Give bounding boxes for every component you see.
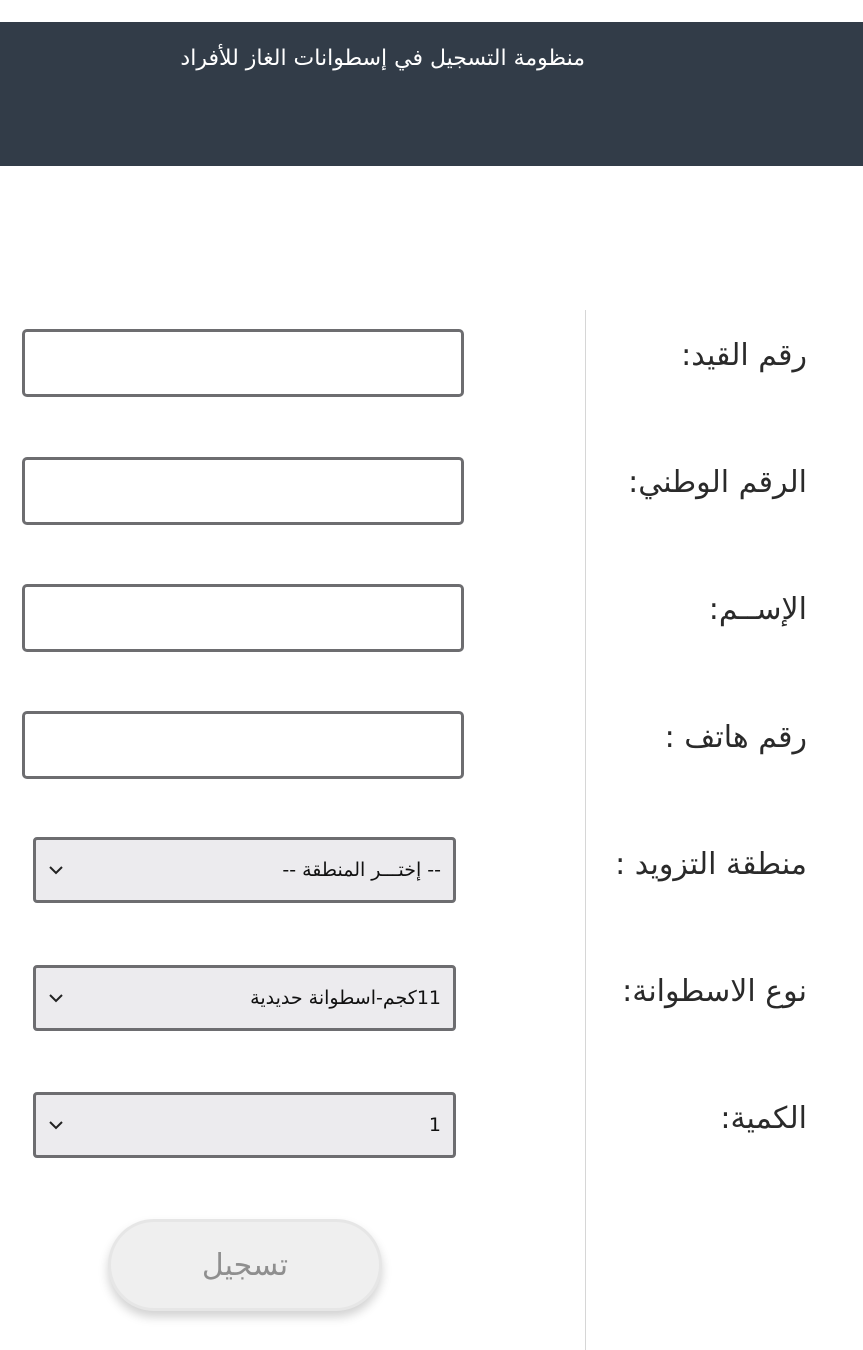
form-divider	[585, 310, 586, 1350]
supply-area-select[interactable]	[33, 837, 456, 903]
page-title: منظومة التسجيل في إسطوانات الغاز للأفراد	[180, 46, 585, 71]
supply-area-selected-value: -- إختـــر المنطقة --	[282, 859, 441, 881]
registry-number-input[interactable]	[22, 329, 464, 397]
supply-area-label: منطقة التزويد :	[615, 847, 807, 882]
chevron-down-icon	[48, 993, 64, 1003]
quantity-select[interactable]	[33, 1092, 456, 1158]
registry-number-label: رقم القيد:	[681, 338, 807, 373]
national-id-label: الرقم الوطني:	[628, 465, 807, 500]
phone-label: رقم هاتف :	[664, 720, 807, 755]
register-button[interactable]: تسجيل	[108, 1219, 382, 1311]
cylinder-type-select[interactable]	[33, 965, 456, 1031]
phone-input[interactable]	[22, 711, 464, 779]
cylinder-type-label: نوع الاسطوانة:	[622, 974, 807, 1009]
quantity-label: الكمية:	[720, 1101, 807, 1136]
name-label: الإســم:	[708, 592, 807, 627]
quantity-selected-value: 1	[428, 1114, 441, 1136]
name-input[interactable]	[22, 584, 464, 652]
cylinder-type-selected-value: 11كجم-اسطوانة حديدية	[250, 987, 441, 1009]
chevron-down-icon	[48, 865, 64, 875]
app-header	[0, 22, 863, 166]
national-id-input[interactable]	[22, 457, 464, 525]
chevron-down-icon	[48, 1120, 64, 1130]
